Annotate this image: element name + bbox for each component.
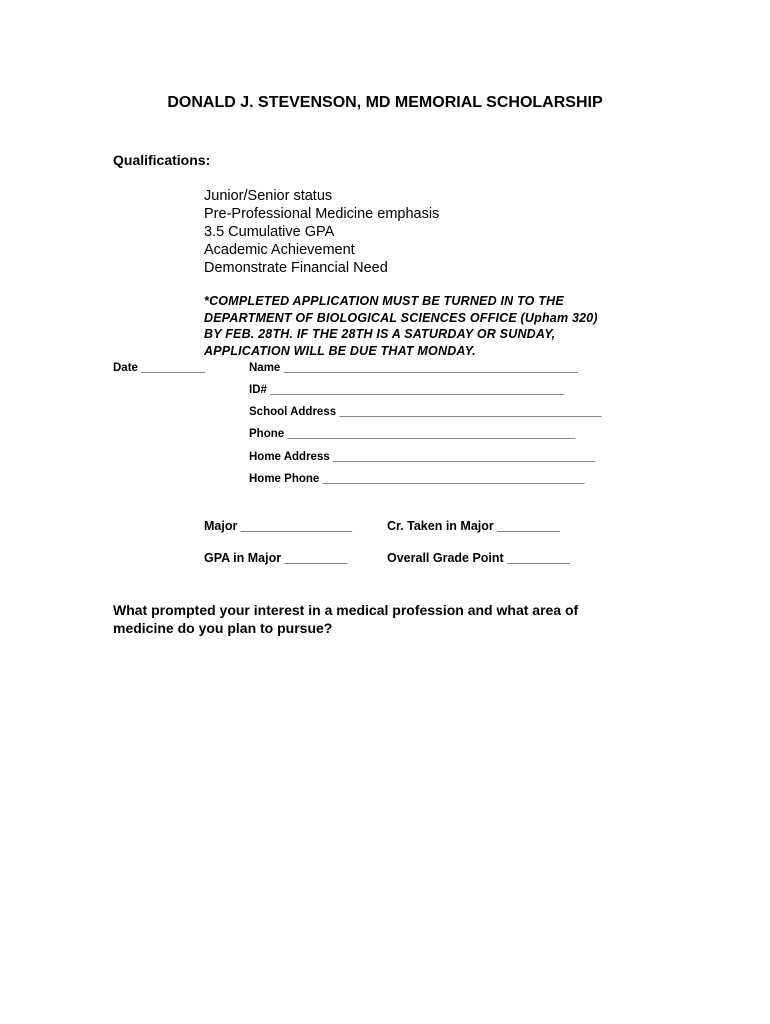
- question-line: What prompted your interest in a medical profession and what area of: [113, 602, 579, 618]
- submission-notice: [204, 293, 598, 359]
- phone-field[interactable]: Phone _____________________________________________: [249, 428, 576, 440]
- page-title: DONALD J. STEVENSON, MD MEMORIAL SCHOLARSHIP: [167, 94, 603, 111]
- notice-line: APPLICATION WILL BE DUE THAT MONDAY.: [204, 343, 476, 358]
- school-address-field[interactable]: School Address _________________________________________: [249, 406, 602, 418]
- date-field[interactable]: Date __________: [113, 362, 206, 374]
- qualification-item: Academic Achievement: [204, 242, 355, 258]
- essay-question: [113, 601, 578, 637]
- credits-taken-field[interactable]: Cr. Taken in Major _________: [387, 519, 560, 533]
- major-field[interactable]: Major ________________: [204, 519, 353, 533]
- overall-grade-point-field[interactable]: Overall Grade Point _________: [387, 551, 570, 565]
- home-address-field[interactable]: Home Address _________________________________________: [249, 451, 596, 463]
- notice-line: DEPARTMENT OF BIOLOGICAL SCIENCES OFFICE (Upham 320): [204, 310, 598, 325]
- question-line: medicine do you plan to pursue?: [113, 620, 333, 636]
- name-field[interactable]: Name ______________________________________________: [249, 362, 578, 374]
- qualification-item: 3.5 Cumulative GPA: [204, 224, 335, 240]
- notice-line: BY FEB. 28TH. IF THE 28TH IS A SATURDAY OR SUNDAY,: [204, 327, 556, 341]
- gpa-major-field[interactable]: GPA in Major _________: [204, 551, 348, 565]
- qualifications-heading: Qualifications:: [113, 152, 211, 168]
- qualification-item: Pre-Professional Medicine emphasis: [204, 206, 440, 222]
- id-field[interactable]: ID# ______________________________________________: [249, 384, 565, 396]
- notice-line: *COMPLETED APPLICATION MUST BE TURNED IN TO THE: [204, 294, 564, 308]
- qualification-item: Junior/Senior status: [204, 188, 333, 204]
- qualifications-list: [204, 187, 439, 277]
- qualification-item: Demonstrate Financial Need: [204, 260, 388, 276]
- home-phone-field[interactable]: Home Phone _________________________________________: [249, 473, 585, 485]
